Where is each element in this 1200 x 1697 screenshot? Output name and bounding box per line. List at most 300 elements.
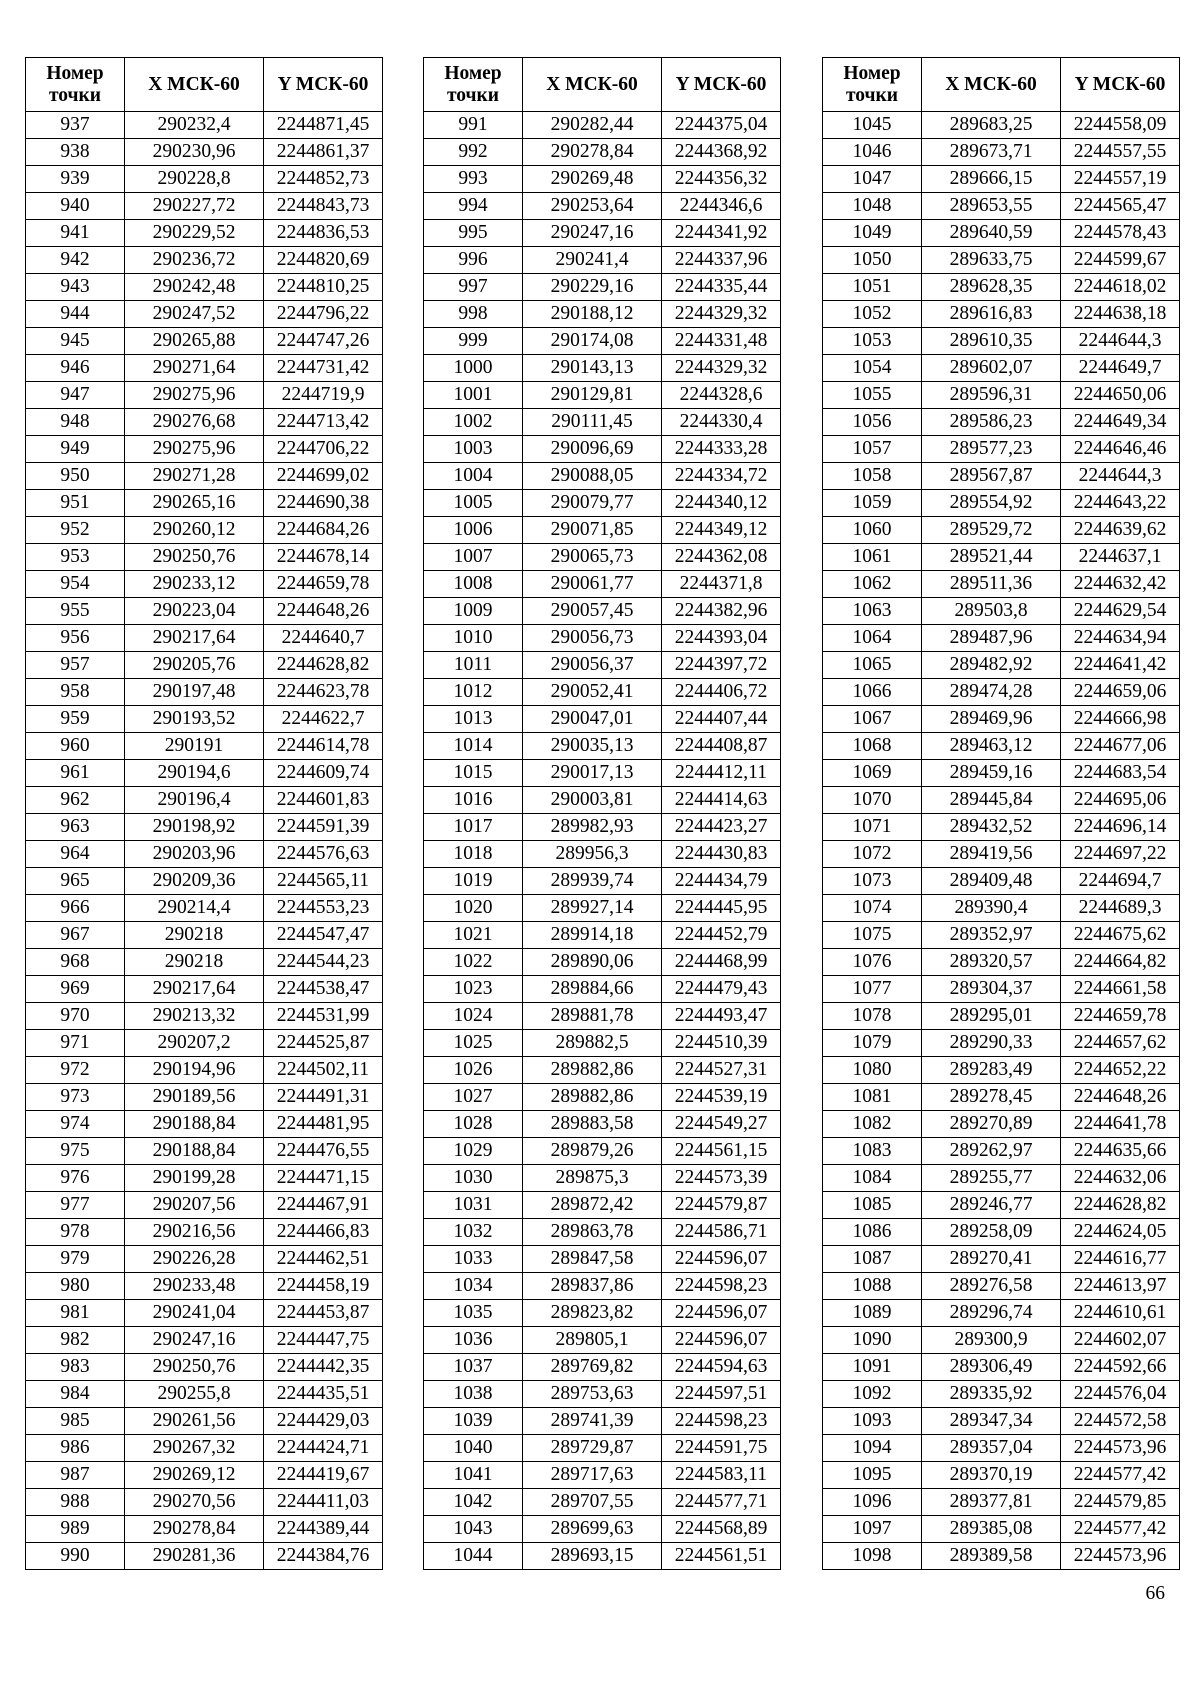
table-row (26, 301, 383, 328)
table-row (823, 1543, 1180, 1570)
x-coordinate-cell: 289693,15 (523, 1543, 662, 1570)
point-number-cell: 1029 (424, 1138, 523, 1165)
table-row (26, 112, 383, 139)
table-row (424, 1543, 781, 1570)
table-row (823, 1462, 1180, 1489)
x-coordinate-cell: 290129,81 (523, 382, 662, 409)
table-row (26, 1030, 383, 1057)
table-row (424, 193, 781, 220)
y-coordinate-cell: 2244632,42 (1061, 571, 1180, 598)
y-coordinate-cell: 2244641,42 (1061, 652, 1180, 679)
y-coordinate-cell: 2244678,14 (264, 544, 383, 571)
y-coordinate-cell: 2244577,42 (1061, 1516, 1180, 1543)
table-row (823, 1165, 1180, 1192)
x-coordinate-cell: 290217,64 (125, 625, 264, 652)
y-coordinate-cell: 2244639,62 (1061, 517, 1180, 544)
point-number-cell: 1021 (424, 922, 523, 949)
y-coordinate-header: Y МСК-60 (264, 58, 383, 112)
y-coordinate-cell: 2244476,55 (264, 1138, 383, 1165)
point-number-cell: 983 (26, 1354, 125, 1381)
y-coordinate-cell: 2244664,82 (1061, 949, 1180, 976)
table-row (424, 220, 781, 247)
point-number-cell: 1050 (823, 247, 922, 274)
x-coordinate-cell: 289717,63 (523, 1462, 662, 1489)
x-coordinate-cell: 290194,6 (125, 760, 264, 787)
y-coordinate-cell: 2244616,77 (1061, 1246, 1180, 1273)
y-coordinate-cell: 2244407,44 (662, 706, 781, 733)
point-number-cell: 1097 (823, 1516, 922, 1543)
point-number-cell: 961 (26, 760, 125, 787)
table-row (823, 301, 1180, 328)
y-coordinate-cell: 2244408,87 (662, 733, 781, 760)
x-coordinate-cell: 289823,82 (523, 1300, 662, 1327)
table-row (424, 544, 781, 571)
y-coordinate-cell: 2244527,31 (662, 1057, 781, 1084)
y-coordinate-cell: 2244657,62 (1061, 1030, 1180, 1057)
x-coordinate-cell: 289270,89 (922, 1111, 1061, 1138)
y-coordinate-cell: 2244565,47 (1061, 193, 1180, 220)
table-row (26, 949, 383, 976)
point-number-cell: 1015 (424, 760, 523, 787)
y-coordinate-cell: 2244638,18 (1061, 301, 1180, 328)
y-coordinate-cell: 2244573,96 (1061, 1435, 1180, 1462)
x-coordinate-cell: 289262,97 (922, 1138, 1061, 1165)
y-coordinate-cell: 2244852,73 (264, 166, 383, 193)
table-row (823, 868, 1180, 895)
point-number-cell: 941 (26, 220, 125, 247)
point-number-cell: 1096 (823, 1489, 922, 1516)
x-coordinate-cell: 290189,56 (125, 1084, 264, 1111)
x-coordinate-cell: 289890,06 (523, 949, 662, 976)
x-coordinate-cell: 290247,52 (125, 301, 264, 328)
y-coordinate-cell: 2244462,51 (264, 1246, 383, 1273)
x-coordinate-cell: 289357,04 (922, 1435, 1061, 1462)
x-coordinate-cell: 290174,08 (523, 328, 662, 355)
y-coordinate-cell: 2244652,22 (1061, 1057, 1180, 1084)
x-coordinate-cell: 290047,01 (523, 706, 662, 733)
y-coordinate-cell: 2244699,02 (264, 463, 383, 490)
point-number-cell: 1048 (823, 193, 922, 220)
y-coordinate-cell: 2244445,95 (662, 895, 781, 922)
table-row (26, 517, 383, 544)
table-row (424, 1219, 781, 1246)
point-number-cell: 1025 (424, 1030, 523, 1057)
x-coordinate-cell: 290035,13 (523, 733, 662, 760)
point-number-cell: 956 (26, 625, 125, 652)
table-row (823, 382, 1180, 409)
point-number-cell: 1035 (424, 1300, 523, 1327)
point-number-cell: 978 (26, 1219, 125, 1246)
point-number-cell: 951 (26, 490, 125, 517)
x-coordinate-cell: 289586,23 (922, 409, 1061, 436)
x-coordinate-cell: 289683,25 (922, 112, 1061, 139)
point-number-cell: 984 (26, 1381, 125, 1408)
point-number-cell: 950 (26, 463, 125, 490)
point-number-cell: 1051 (823, 274, 922, 301)
x-coordinate-cell: 290061,77 (523, 571, 662, 598)
point-number-cell: 1062 (823, 571, 922, 598)
x-coordinate-cell: 289290,33 (922, 1030, 1061, 1057)
point-number-cell: 997 (424, 274, 523, 301)
y-coordinate-cell: 2244598,23 (662, 1408, 781, 1435)
point-number-cell: 1077 (823, 976, 922, 1003)
point-number-cell: 1087 (823, 1246, 922, 1273)
x-coordinate-cell: 289881,78 (523, 1003, 662, 1030)
y-coordinate-cell: 2244340,12 (662, 490, 781, 517)
y-coordinate-cell: 2244502,11 (264, 1057, 383, 1084)
table-row (823, 922, 1180, 949)
table-row (26, 1462, 383, 1489)
point-number-cell: 966 (26, 895, 125, 922)
point-number-cell: 1086 (823, 1219, 922, 1246)
table-row (823, 463, 1180, 490)
y-coordinate-cell: 2244576,04 (1061, 1381, 1180, 1408)
point-number-cell: 963 (26, 814, 125, 841)
point-number-cell: 974 (26, 1111, 125, 1138)
x-coordinate-cell: 289246,77 (922, 1192, 1061, 1219)
y-coordinate-cell: 2244368,92 (662, 139, 781, 166)
point-number-cell: 1066 (823, 679, 922, 706)
x-coordinate-cell: 289729,87 (523, 1435, 662, 1462)
x-coordinate-cell: 289335,92 (922, 1381, 1061, 1408)
coordinates-table-3 (822, 57, 1180, 1570)
point-number-cell: 1069 (823, 760, 922, 787)
x-coordinate-cell: 290057,45 (523, 598, 662, 625)
point-number-cell: 1019 (424, 868, 523, 895)
table-row (26, 1327, 383, 1354)
x-coordinate-cell: 289390,4 (922, 895, 1061, 922)
y-coordinate-cell: 2244334,72 (662, 463, 781, 490)
y-coordinate-cell: 2244442,35 (264, 1354, 383, 1381)
x-coordinate-cell: 289409,48 (922, 868, 1061, 895)
point-number-cell: 960 (26, 733, 125, 760)
y-coordinate-cell: 2244558,09 (1061, 112, 1180, 139)
table-row (424, 787, 781, 814)
point-number-cell: 1052 (823, 301, 922, 328)
table-row (823, 544, 1180, 571)
point-number-cell: 1000 (424, 355, 523, 382)
x-coordinate-cell: 289377,81 (922, 1489, 1061, 1516)
table-header-row (823, 58, 1180, 112)
point-number-cell: 993 (424, 166, 523, 193)
table-row (823, 1246, 1180, 1273)
y-coordinate-cell: 2244637,1 (1061, 544, 1180, 571)
table-row (823, 112, 1180, 139)
x-coordinate-cell: 289304,37 (922, 976, 1061, 1003)
point-number-cell: 969 (26, 976, 125, 1003)
x-coordinate-cell: 289255,77 (922, 1165, 1061, 1192)
y-coordinate-cell: 2244659,06 (1061, 679, 1180, 706)
table-row (424, 274, 781, 301)
table-row (26, 598, 383, 625)
point-number-cell: 1092 (823, 1381, 922, 1408)
y-coordinate-cell: 2244644,3 (1061, 463, 1180, 490)
point-number-cell: 938 (26, 139, 125, 166)
x-coordinate-cell: 290236,72 (125, 247, 264, 274)
point-number-cell: 976 (26, 1165, 125, 1192)
table-row (424, 625, 781, 652)
x-coordinate-cell: 289567,87 (922, 463, 1061, 490)
x-coordinate-cell: 289882,86 (523, 1057, 662, 1084)
y-coordinate-cell: 2244624,05 (1061, 1219, 1180, 1246)
point-number-cell: 1024 (424, 1003, 523, 1030)
point-number-cell: 981 (26, 1300, 125, 1327)
x-coordinate-cell: 289616,83 (922, 301, 1061, 328)
table-row (823, 1219, 1180, 1246)
point-number-cell: 959 (26, 706, 125, 733)
point-number-cell: 948 (26, 409, 125, 436)
y-coordinate-cell: 2244586,71 (662, 1219, 781, 1246)
x-coordinate-cell: 290213,32 (125, 1003, 264, 1030)
y-coordinate-cell: 2244414,63 (662, 787, 781, 814)
point-number-cell: 1065 (823, 652, 922, 679)
y-coordinate-cell: 2244675,62 (1061, 922, 1180, 949)
y-coordinate-cell: 2244697,22 (1061, 841, 1180, 868)
y-coordinate-cell: 2244583,11 (662, 1462, 781, 1489)
point-number-cell: 991 (424, 112, 523, 139)
y-coordinate-cell: 2244544,23 (264, 949, 383, 976)
y-coordinate-cell: 2244557,19 (1061, 166, 1180, 193)
table-row (424, 949, 781, 976)
point-number-cell: 1023 (424, 976, 523, 1003)
y-coordinate-cell: 2244356,32 (662, 166, 781, 193)
x-coordinate-cell: 290079,77 (523, 490, 662, 517)
y-coordinate-cell: 2244820,69 (264, 247, 383, 274)
point-number-cell: 1045 (823, 112, 922, 139)
x-coordinate-cell: 290096,69 (523, 436, 662, 463)
table-row (823, 841, 1180, 868)
point-number-cell: 1072 (823, 841, 922, 868)
table-row (424, 355, 781, 382)
table-row (424, 814, 781, 841)
y-coordinate-cell: 2244649,7 (1061, 355, 1180, 382)
table-row (424, 382, 781, 409)
y-coordinate-cell: 2244695,06 (1061, 787, 1180, 814)
point-number-cell: 1010 (424, 625, 523, 652)
x-coordinate-cell: 289296,74 (922, 1300, 1061, 1327)
y-coordinate-cell: 2244565,11 (264, 868, 383, 895)
x-coordinate-cell: 290276,68 (125, 409, 264, 436)
x-coordinate-cell: 290255,8 (125, 1381, 264, 1408)
y-coordinate-cell: 2244641,78 (1061, 1111, 1180, 1138)
y-coordinate-cell: 2244549,27 (662, 1111, 781, 1138)
table-row (823, 1300, 1180, 1327)
x-coordinate-cell: 290232,4 (125, 112, 264, 139)
x-coordinate-cell: 290218 (125, 922, 264, 949)
point-number-cell: 1091 (823, 1354, 922, 1381)
point-number-cell: 985 (26, 1408, 125, 1435)
table-row (424, 1300, 781, 1327)
point-number-cell: 986 (26, 1435, 125, 1462)
table-row (26, 1111, 383, 1138)
x-coordinate-cell: 290188,84 (125, 1111, 264, 1138)
point-number-cell: 1076 (823, 949, 922, 976)
y-coordinate-cell: 2244666,98 (1061, 706, 1180, 733)
table-row (823, 436, 1180, 463)
y-coordinate-cell: 2244467,91 (264, 1192, 383, 1219)
y-coordinate-cell: 2244510,39 (662, 1030, 781, 1057)
y-coordinate-cell: 2244333,28 (662, 436, 781, 463)
y-coordinate-cell: 2244362,08 (662, 544, 781, 571)
x-coordinate-cell: 290194,96 (125, 1057, 264, 1084)
y-coordinate-cell: 2244690,38 (264, 490, 383, 517)
y-coordinate-cell: 2244553,23 (264, 895, 383, 922)
table-row (424, 301, 781, 328)
x-coordinate-cell: 289956,3 (523, 841, 662, 868)
table-row (823, 949, 1180, 976)
point-number-cell: 1014 (424, 733, 523, 760)
table-row (26, 1273, 383, 1300)
point-number-cell: 952 (26, 517, 125, 544)
x-coordinate-cell: 290003,81 (523, 787, 662, 814)
point-number-cell: 1043 (424, 1516, 523, 1543)
x-coordinate-cell: 289385,08 (922, 1516, 1061, 1543)
x-coordinate-cell: 289927,14 (523, 895, 662, 922)
table-row (26, 1381, 383, 1408)
x-coordinate-cell: 289320,57 (922, 949, 1061, 976)
point-number-cell: 942 (26, 247, 125, 274)
x-coordinate-cell: 290250,76 (125, 1354, 264, 1381)
table-row (26, 1300, 383, 1327)
x-coordinate-cell: 289847,58 (523, 1246, 662, 1273)
x-coordinate-cell: 289596,31 (922, 382, 1061, 409)
table-row (424, 490, 781, 517)
x-coordinate-cell: 289503,8 (922, 598, 1061, 625)
table-row (26, 814, 383, 841)
y-coordinate-cell: 2244632,06 (1061, 1165, 1180, 1192)
point-number-cell: 1059 (823, 490, 922, 517)
x-coordinate-cell: 290056,37 (523, 652, 662, 679)
x-coordinate-cell: 289469,96 (922, 706, 1061, 733)
point-number-cell: 968 (26, 949, 125, 976)
table-row (424, 1327, 781, 1354)
y-coordinate-cell: 2244331,48 (662, 328, 781, 355)
y-coordinate-cell: 2244384,76 (264, 1543, 383, 1570)
page-number: 66 (1145, 1583, 1165, 1604)
point-number-cell: 943 (26, 274, 125, 301)
y-coordinate-header: Y МСК-60 (1061, 58, 1180, 112)
y-coordinate-cell: 2244731,42 (264, 355, 383, 382)
point-number-cell: 1016 (424, 787, 523, 814)
x-coordinate-cell: 290203,96 (125, 841, 264, 868)
table-row (823, 787, 1180, 814)
y-coordinate-cell: 2244614,78 (264, 733, 383, 760)
table-row (823, 652, 1180, 679)
point-number-cell: 1049 (823, 220, 922, 247)
point-number-cell: 992 (424, 139, 523, 166)
point-number-cell: 965 (26, 868, 125, 895)
table-row (823, 598, 1180, 625)
table-row (424, 841, 781, 868)
y-coordinate-cell: 2244650,06 (1061, 382, 1180, 409)
table-row (26, 1489, 383, 1516)
table-row (26, 1138, 383, 1165)
point-number-cell: 944 (26, 301, 125, 328)
point-number-cell: 1030 (424, 1165, 523, 1192)
x-coordinate-cell: 290261,56 (125, 1408, 264, 1435)
table-row (26, 976, 383, 1003)
y-coordinate-cell: 2244810,25 (264, 274, 383, 301)
y-coordinate-cell: 2244493,47 (662, 1003, 781, 1030)
y-coordinate-cell: 2244468,99 (662, 949, 781, 976)
table-row (424, 1408, 781, 1435)
table-row (26, 193, 383, 220)
table-row (26, 679, 383, 706)
coordinates-table-1 (25, 57, 383, 1570)
table-row (26, 868, 383, 895)
x-coordinate-cell: 290205,76 (125, 652, 264, 679)
y-coordinate-cell: 2244382,96 (662, 598, 781, 625)
point-number-cell: 979 (26, 1246, 125, 1273)
x-coordinate-cell: 290218 (125, 949, 264, 976)
point-number-cell: 953 (26, 544, 125, 571)
y-coordinate-cell: 2244371,8 (662, 571, 781, 598)
x-coordinate-cell: 290226,28 (125, 1246, 264, 1273)
y-coordinate-cell: 2244747,26 (264, 328, 383, 355)
table-row (424, 1057, 781, 1084)
point-number-cell: 1089 (823, 1300, 922, 1327)
y-coordinate-cell: 2244458,19 (264, 1273, 383, 1300)
table-row (424, 409, 781, 436)
y-coordinate-cell: 2244689,3 (1061, 895, 1180, 922)
table-row (424, 976, 781, 1003)
y-coordinate-cell: 2244346,6 (662, 193, 781, 220)
x-coordinate-cell: 290269,48 (523, 166, 662, 193)
point-number-cell: 996 (424, 247, 523, 274)
table-row (26, 1516, 383, 1543)
table-row (823, 1192, 1180, 1219)
table-row (823, 733, 1180, 760)
x-coordinate-cell: 290056,73 (523, 625, 662, 652)
table-row (26, 490, 383, 517)
y-coordinate-cell: 2244601,83 (264, 787, 383, 814)
point-number-cell: 1074 (823, 895, 922, 922)
x-coordinate-cell: 290227,72 (125, 193, 264, 220)
y-coordinate-cell: 2244719,9 (264, 382, 383, 409)
point-number-cell: 1063 (823, 598, 922, 625)
x-coordinate-cell: 290282,44 (523, 112, 662, 139)
table-row (823, 1138, 1180, 1165)
point-number-cell: 1013 (424, 706, 523, 733)
point-number-cell: 1036 (424, 1327, 523, 1354)
y-coordinate-cell: 2244836,53 (264, 220, 383, 247)
y-coordinate-cell: 2244411,03 (264, 1489, 383, 1516)
point-number-header: Номер точки (424, 58, 523, 112)
table-row (823, 247, 1180, 274)
point-number-cell: 1027 (424, 1084, 523, 1111)
point-number-cell: 1033 (424, 1246, 523, 1273)
point-number-cell: 1028 (424, 1111, 523, 1138)
table-row (823, 625, 1180, 652)
point-number-cell: 1042 (424, 1489, 523, 1516)
table-row (823, 220, 1180, 247)
x-coordinate-cell: 289673,71 (922, 139, 1061, 166)
x-coordinate-cell: 290229,52 (125, 220, 264, 247)
x-coordinate-cell: 290188,12 (523, 301, 662, 328)
table-row (823, 1030, 1180, 1057)
x-coordinate-cell: 290223,04 (125, 598, 264, 625)
point-number-cell: 1009 (424, 598, 523, 625)
y-coordinate-cell: 2244661,58 (1061, 976, 1180, 1003)
table-row (26, 139, 383, 166)
x-coordinate-cell: 290229,16 (523, 274, 662, 301)
x-coordinate-cell: 289554,92 (922, 490, 1061, 517)
point-number-cell: 1006 (424, 517, 523, 544)
y-coordinate-cell: 2244447,75 (264, 1327, 383, 1354)
table-row (26, 733, 383, 760)
x-coordinate-cell: 290269,12 (125, 1462, 264, 1489)
table-row (424, 733, 781, 760)
